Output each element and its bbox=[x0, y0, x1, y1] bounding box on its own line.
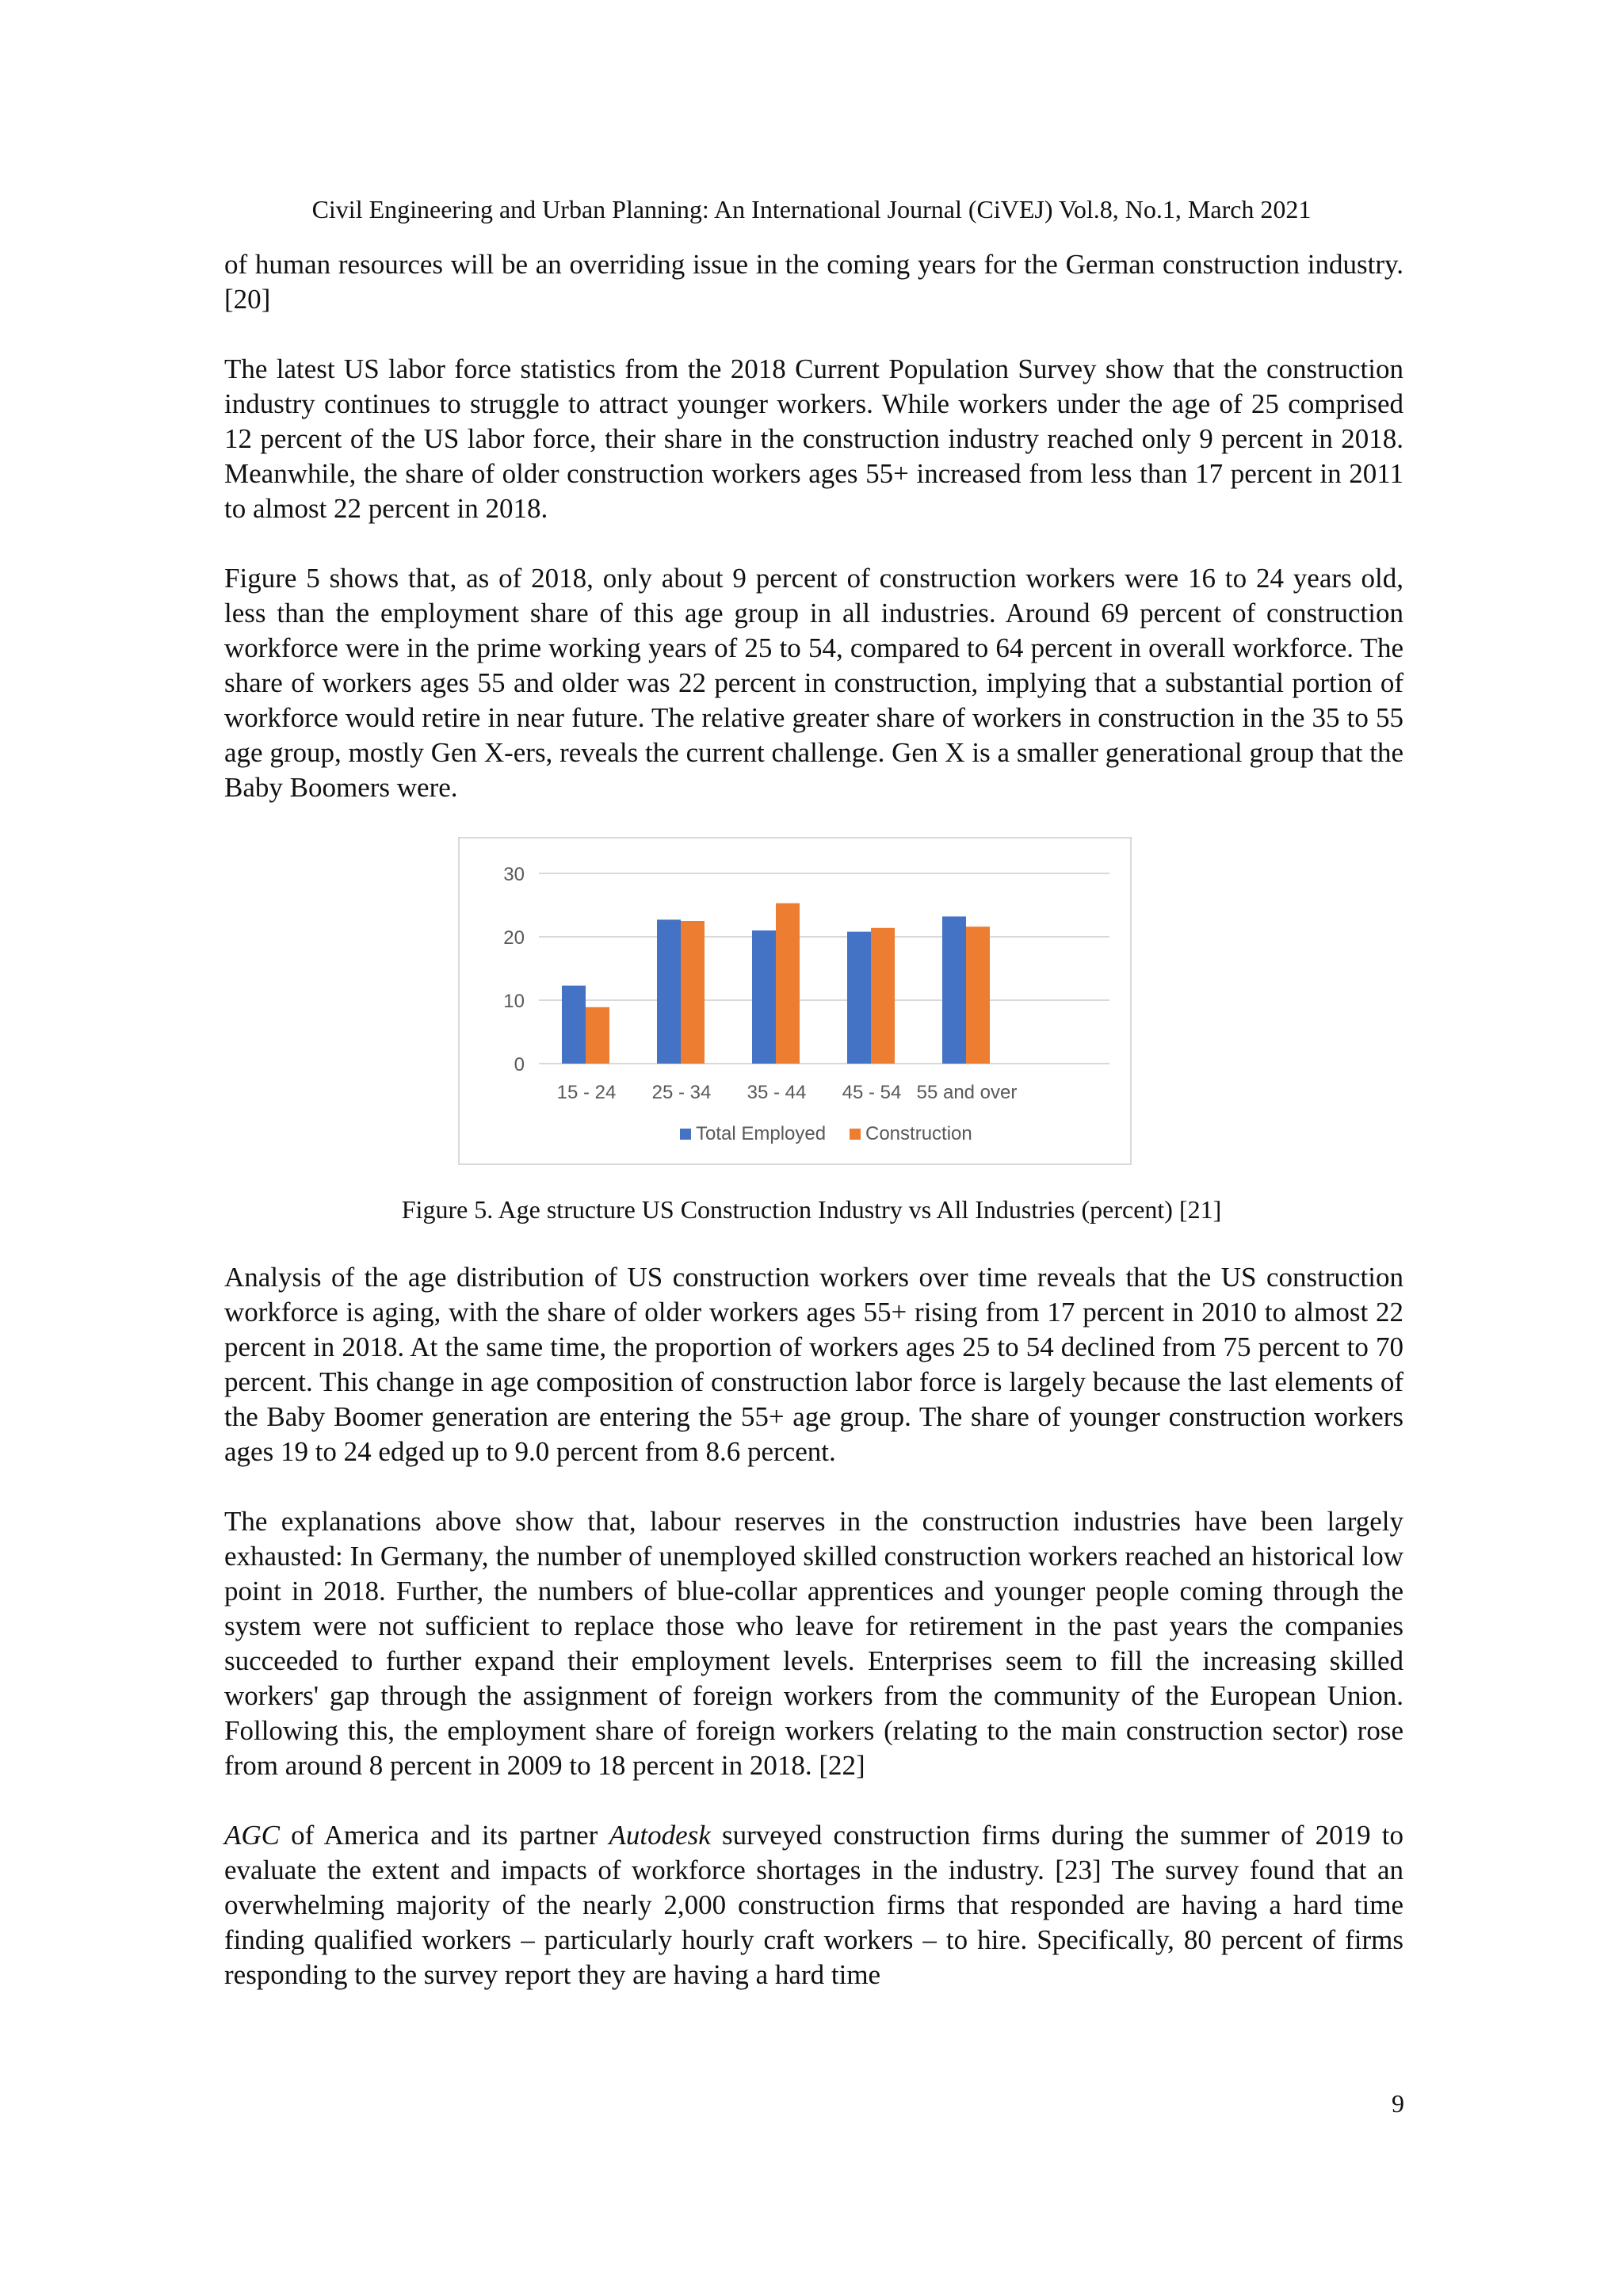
y-tick-label: 0 bbox=[514, 1054, 525, 1075]
org-name-autodesk: Autodesk bbox=[609, 1820, 711, 1851]
x-category-label: 35 - 44 bbox=[747, 1082, 807, 1103]
running-header bbox=[0, 193, 1623, 225]
bar-construction bbox=[586, 1007, 609, 1064]
body-text-top bbox=[224, 247, 1403, 805]
figure-5-chart bbox=[458, 837, 1132, 1165]
paragraph: The latest US labor force statistics from the 2018 Current Population Survey show that the construction industry continues to struggle to attract younger workers. While workers under the age of 25 comprised 12 percent of the US labor force, their share in the construction industry reached only 9 percent in 2018. Meanwhile, the share of older construction workers ages 55+ increased from less than 17 percent in 2011 to almost 22 percent in 2018. bbox=[224, 353, 1403, 524]
figure-caption: Figure 5. Age structure US Construction Industry vs All Industries (percent) [21] bbox=[401, 1195, 1222, 1224]
org-name-agc: AGC bbox=[224, 1820, 280, 1851]
legend-swatch bbox=[680, 1129, 691, 1140]
bar-construction bbox=[966, 926, 990, 1064]
paragraph bbox=[224, 1818, 1403, 1992]
paragraph: of human resources will be an overriding issue in the coming years for the German construction industry. [20] bbox=[224, 249, 1403, 315]
text-run: of America and its partner bbox=[280, 1820, 609, 1851]
bar-total-employed bbox=[942, 916, 966, 1064]
text-run: surveyed construction firms during the summer of 2019 to evaluate the extent and impacts of workforce shortages in the industry. [23] The survey found that an overwhelming majority of the nearly 2,000 construction firms that responded are having a hard time finding qualified workers – particularly hourly craft workers – to hire. Specifically, 80 percent of firms responding to the survey report they are having a hard time bbox=[224, 1820, 1403, 1990]
y-tick-label: 20 bbox=[503, 927, 525, 949]
bar-total-employed bbox=[847, 932, 871, 1064]
bar-chart bbox=[460, 839, 1130, 1163]
page-number: 9 bbox=[1392, 2089, 1404, 2118]
body-text-bottom bbox=[224, 1260, 1403, 1992]
y-tick-label: 10 bbox=[503, 991, 525, 1012]
bar-construction bbox=[871, 928, 895, 1064]
x-category-label: 45 - 54 bbox=[842, 1082, 902, 1103]
x-category-label: 15 - 24 bbox=[556, 1082, 617, 1103]
legend-swatch bbox=[850, 1129, 861, 1140]
bar-total-employed bbox=[562, 986, 586, 1064]
x-category-label: 25 - 34 bbox=[651, 1082, 712, 1103]
bar-construction bbox=[681, 921, 705, 1064]
legend-label: Construction bbox=[865, 1123, 972, 1144]
paragraph: Figure 5 shows that, as of 2018, only about 9 percent of construction workers were 16 to 24 years old, less than the employment share of this age group in all industries. Around 69 percent of construction workforce were in the prime working years of 25 to 54, compared to 64 percent in overall workforce. The share of workers ages 55 and older was 22 percent in construction, implying that a substantial portion of workforce would retire in near future. The relative greater share of workers in construction in the 35 to 55 age group, mostly Gen X-ers, reveals the current challenge. Gen X is a smaller generational group that the Baby Boomers were. bbox=[224, 563, 1403, 803]
journal-title: Civil Engineering and Urban Planning: An International Journal (CiVEJ) Vol.8, No.1, March 2021 bbox=[311, 195, 1312, 223]
paragraph: The explanations above show that, labour reserves in the construction industries have been largely exhausted: In Germany, the number of unemployed skilled construction workers reached an historical low point in 2018. Further, the numbers of blue-collar apprentices and younger people coming through the system were not sufficient to replace those who leave for retirement in the past years the companies succeeded to further expand their employment levels. Enterprises seem to fill the increasing skilled workers' gap through the assignment of foreign workers from the community of the European Union. Following this, the employment share of foreign workers (relating to the main construction sector) rose from around 8 percent in 2009 to 18 percent in 2018. [22] bbox=[224, 1506, 1403, 1781]
legend-label: Total Employed bbox=[696, 1123, 827, 1144]
bar-total-employed bbox=[657, 919, 681, 1064]
paragraph: Analysis of the age distribution of US construction workers over time reveals that the US construction workforce is aging, with the share of older workers ages 55+ rising from 17 percent in 2010 to almost 22 percent in 2018. At the same time, the proportion of workers ages 25 to 54 declined from 75 percent to 70 percent. This change in age composition of construction labor force is largely because the last elements of the Baby Boomer generation are entering the 55+ age group. The share of younger construction workers ages 19 to 24 edged up to 9.0 percent from 8.6 percent. bbox=[224, 1262, 1403, 1467]
bar-total-employed bbox=[752, 930, 776, 1064]
x-category-label: 55 and over bbox=[916, 1082, 1018, 1103]
y-tick-label: 30 bbox=[503, 864, 525, 885]
bar-construction bbox=[776, 904, 800, 1064]
